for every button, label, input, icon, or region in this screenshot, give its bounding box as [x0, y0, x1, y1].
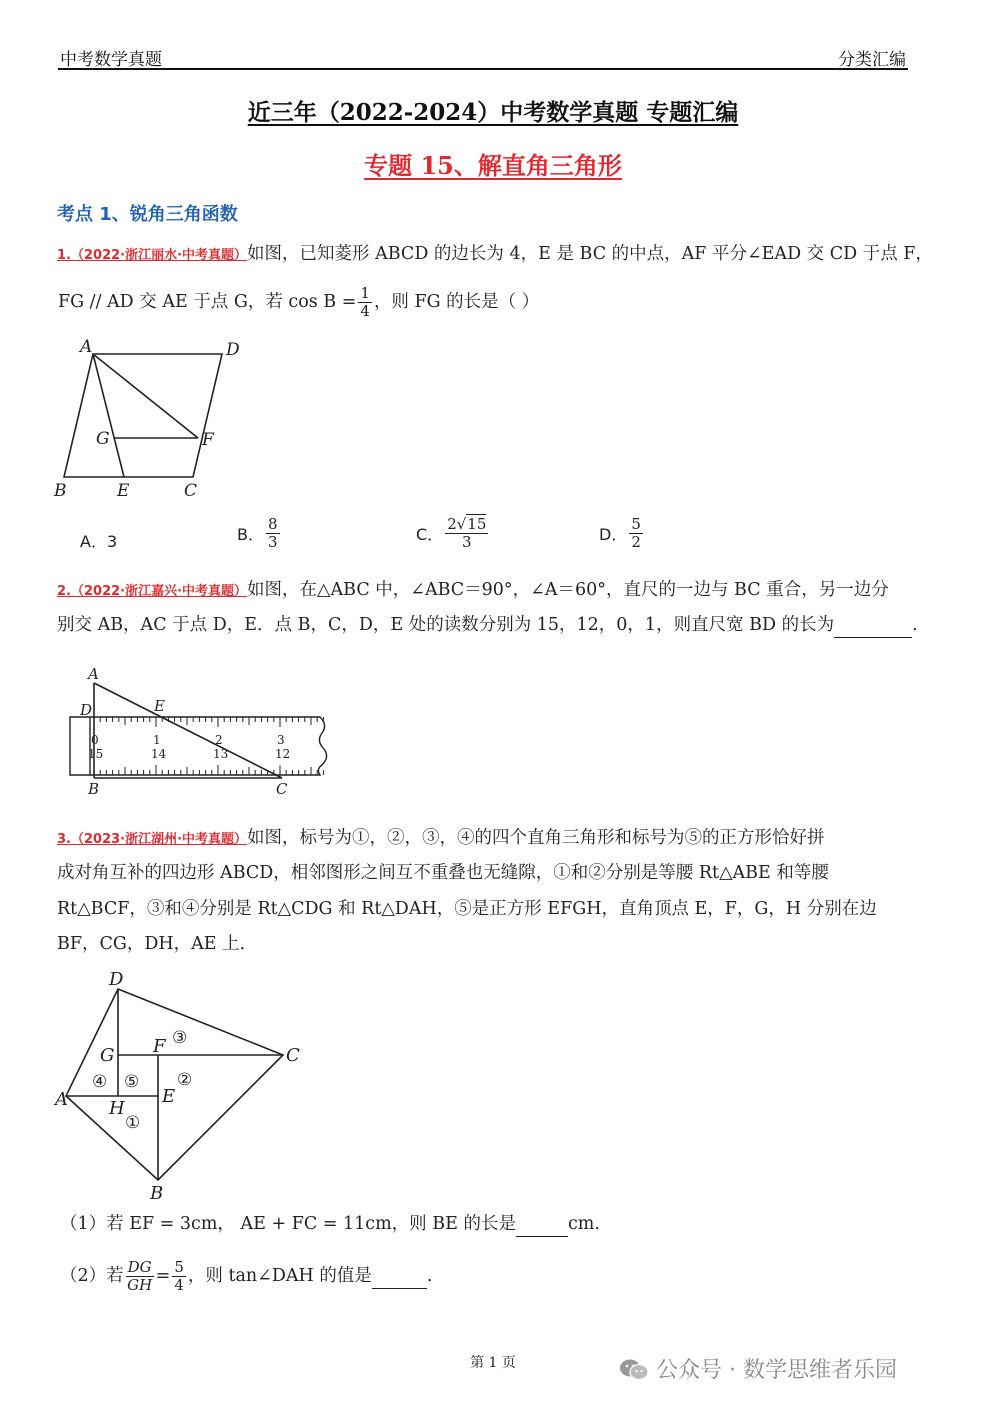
label-a: A [88, 665, 99, 683]
label-g: G [100, 1045, 115, 1066]
q1-line1 [57, 242, 933, 268]
q1-option-d[interactable] [599, 516, 645, 551]
q2-source: （2022·浙江嘉兴·中考真题） [70, 584, 248, 599]
option-d-den: 2 [631, 533, 641, 551]
region-5: ⑤ [124, 1072, 140, 1092]
q3-text-1: 如图，标号为①，②，③，④的四个直角三角形和标号为⑤的正方形恰好拼 [247, 828, 825, 848]
q1-number: 1. [57, 248, 71, 263]
option-d-fraction [629, 516, 643, 551]
ruler-ticks [94, 717, 323, 775]
q1-cos-fraction [358, 285, 372, 320]
q1-cos-den: 4 [360, 302, 370, 320]
frac2-den: 4 [174, 1276, 184, 1294]
option-c-radicand: 15 [467, 515, 487, 533]
q1-text-1: 如图，已知菱形 ABCD 的边长为 4，E 是 BC 的中点，AF 平分∠EAD 交 CD 于点 F， [247, 244, 933, 264]
q1-option-b[interactable] [237, 516, 282, 551]
label-b: B [150, 1183, 164, 1204]
page-title: 近三年（2022-2024）中考数学真题 专题汇编 [247, 99, 739, 126]
q2-line1 [57, 578, 889, 604]
q1-text-2b: ，则 FG 的长是（ ） [373, 292, 540, 312]
q3-line4: BF，CG，DH，AE 上． [57, 934, 258, 954]
option-c-coef: 2 [447, 515, 457, 533]
q3-sub2-end: . [426, 1266, 433, 1286]
label-f: F [202, 430, 214, 450]
label-f: F [153, 1036, 166, 1057]
ruler-body [70, 717, 327, 775]
label-b: B [54, 481, 67, 501]
q3-sub1-blank[interactable] [516, 1212, 568, 1237]
q1-option-a[interactable] [80, 529, 117, 552]
option-a-value: 3 [106, 532, 118, 551]
label-d: D [80, 701, 93, 719]
watermark [618, 1353, 897, 1384]
q3-sub2-blank[interactable] [372, 1264, 427, 1289]
ruler-bottom-13: 13 [213, 747, 229, 761]
q1-option-c[interactable] [416, 516, 490, 551]
label-c: C [286, 1045, 300, 1066]
q3-line3: Rt△BCF，③和④分别是 Rt△CDG 和 Rt△DAH，⑤是正方形 EFGH，直角顶点 E，F，G，H 分别在边 [57, 899, 877, 919]
ruler-top-2: 2 [215, 733, 223, 747]
option-d-num: 5 [631, 515, 641, 533]
label-e: E [154, 697, 165, 715]
q2-text-2: 别交 AB，AC 于点 D，E．点 B，C，D，E 处的读数分别为 15，12，0，1，则直尺宽 BD 的长为 [57, 615, 835, 635]
region-2: ② [177, 1070, 193, 1090]
q3-sub2-frac2 [172, 1259, 186, 1294]
option-b-label: B． [237, 525, 264, 544]
side-ac [94, 683, 282, 778]
label-d: D [226, 340, 240, 360]
header-right: 分类汇编 [838, 50, 906, 70]
region-1: ① [125, 1113, 141, 1133]
header-rule [58, 68, 908, 70]
label-b: B [88, 780, 100, 798]
region-3: ③ [172, 1028, 188, 1048]
q3-sub1 [60, 1212, 600, 1237]
q2-ruler-figure [60, 665, 345, 800]
q3-sub2 [60, 1259, 432, 1294]
q3-sub2-text-b: ，则 tan∠DAH 的值是 [187, 1266, 372, 1286]
q1-rhombus-figure [50, 335, 250, 505]
label-e: E [117, 481, 130, 501]
ruler-bottom-15: 15 [88, 747, 104, 761]
topic-subtitle: 专题 15、解直角三角形 [364, 151, 622, 180]
q2-answer-blank[interactable] [834, 613, 912, 638]
header-left: 中考数学真题 [60, 50, 162, 70]
frac1-num: DG [127, 1258, 152, 1276]
q3-sub2-frac1 [126, 1259, 154, 1294]
q2-text-end: ． [912, 615, 930, 635]
q3-sub2-eq: = [155, 1266, 171, 1286]
region-4: ④ [92, 1072, 108, 1092]
ruler-top-3: 3 [277, 733, 285, 747]
q3-sub1-text: （1）若 EF = 3cm， AE + FC = 11cm，则 BE 的长是 [60, 1214, 516, 1234]
option-a-label: A． [80, 532, 107, 551]
label-d: D [109, 969, 124, 990]
q1-text-2a: FG // AD 交 AE 于点 G，若 cos B = [58, 292, 357, 312]
q3-number: 3. [57, 832, 71, 847]
q1-source: （2022·浙江丽水·中考真题） [70, 248, 248, 263]
option-c-label: C． [416, 525, 444, 544]
label-a: A [55, 1089, 68, 1110]
rhombus-outline [64, 354, 222, 477]
page-number: 第 1 页 [470, 1355, 516, 1371]
q2-line2 [57, 613, 930, 638]
label-a: A [80, 337, 93, 357]
q3-sub1-unit: cm. [567, 1214, 600, 1234]
frac1-den: GH [127, 1276, 153, 1294]
ruler-top-1: 1 [153, 733, 161, 747]
segment-ae [93, 354, 124, 477]
segment-af [93, 354, 198, 438]
option-c-num: 2√15 [447, 515, 487, 533]
ruler-bottom-12: 12 [275, 747, 291, 761]
watermark-text: 公众号 · 数学思维者乐园 [656, 1358, 897, 1383]
label-g: G [96, 429, 110, 449]
wechat-icon [618, 1357, 650, 1381]
section-heading: 考点 1、锐角三角函数 [57, 204, 238, 225]
label-c: C [184, 481, 198, 501]
q3-sub2-text-a: （2）若 [60, 1266, 124, 1286]
q2-text-1: 如图，在△ABC 中，∠ABC＝90°，∠A＝60°，直尺的一边与 BC 重合，另一边分 [247, 580, 889, 600]
q3-quadrilateral-figure [52, 965, 312, 1205]
frac2-num: 5 [174, 1258, 184, 1276]
label-c: C [276, 780, 288, 798]
q3-line2: 成对角互补的四边形 ABCD，相邻图形之间互不重叠也无缝隙，①和②分别是等腰 Rt△ABE 和等腰 [57, 863, 829, 883]
option-b-fraction [266, 516, 280, 551]
option-c-fraction [445, 516, 488, 551]
q2-number: 2. [57, 584, 71, 599]
ruler-top-0: 0 [91, 733, 99, 747]
q1-line2 [58, 285, 539, 320]
q3-line1 [57, 826, 825, 852]
q1-cos-num: 1 [360, 284, 370, 302]
option-d-label: D． [599, 525, 628, 544]
option-b-num: 8 [267, 515, 278, 533]
option-c-den: 3 [462, 533, 472, 551]
option-b-den: 3 [267, 533, 278, 551]
ruler-bottom-14: 14 [151, 747, 167, 761]
label-h: H [109, 1098, 125, 1119]
label-e: E [162, 1086, 176, 1107]
q3-source: （2023·浙江湖州·中考真题） [70, 832, 248, 847]
